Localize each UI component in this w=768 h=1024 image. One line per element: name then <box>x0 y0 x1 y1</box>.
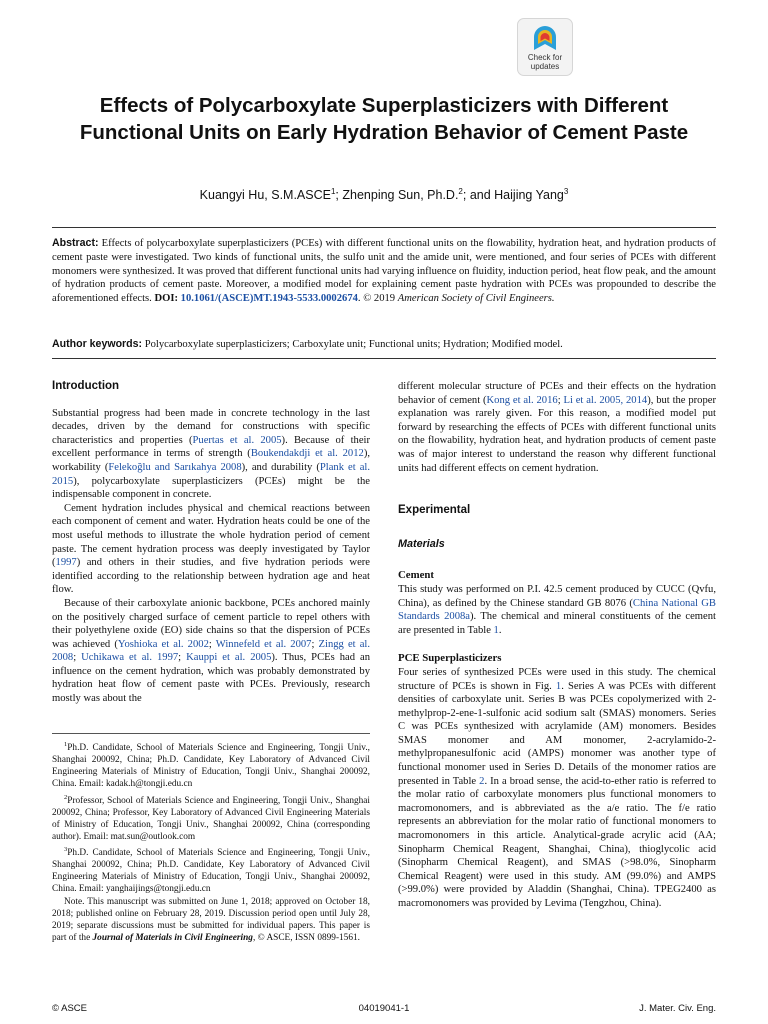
author-separator: ; <box>335 188 343 203</box>
badge-line-1: Check for <box>527 53 563 62</box>
footnote-rule <box>52 733 370 734</box>
footnote-2: $^2$Professor, School of Materials Science and Engineering, Tongji Univ., Shanghai 200092, China; Professor, Key Laboratory of Advanced Civil Engineering Materials of Ministry of Education, Tongji Univ., Shanghai 200092, China (corresponding author). Email: mat.sun@outlook.com <box>52 793 370 842</box>
footer-copyright: © ASCE <box>52 1003 87 1014</box>
abstract <box>52 237 716 306</box>
citation-link[interactable]: 1997 <box>55 557 77 569</box>
left-column <box>52 380 370 706</box>
author-keywords <box>52 337 716 352</box>
citation-link[interactable]: Zingg et al. 2008 <box>52 638 371 664</box>
abstract-copyright-year: . © 2019 <box>357 293 396 305</box>
author-3-affil: 3 <box>563 187 569 196</box>
keywords-bottom-rule <box>52 358 716 359</box>
crossmark-icon <box>532 24 558 54</box>
doi-label: DOI: <box>154 293 179 305</box>
footnote-1: $^1$Ph.D. Candidate, School of Materials Science and Engineering, Tongji Univ., Shanghai 200092, China; Ph.D. Candidate, Key Laboratory of Advanced Civil Engineering Materials of Ministry of Education, Tongji Univ., Shanghai 200092, China. Email: kadak.h@tongji.edu.cn <box>52 741 370 789</box>
intro-paragraph-2: Cement hydration includes physical and chemical reactions between each component of cement and water. Hydration heats could be one of the most useful methods to illustrate the whole hydration period of cement paste. The cement hydration process was deeply investigated by Taylor (1997) and others in their studies, and five hydration periods were identified according to the relationship between hydration age and heat flow. <box>52 502 370 596</box>
citation-link[interactable]: China National GB Standards 2008a <box>398 597 716 623</box>
section-heading-experimental: Experimental <box>398 504 471 517</box>
table-1-link[interactable]: 1 <box>493 624 499 636</box>
subsubsection-heading-pce: PCE Superplasticizers <box>398 652 502 665</box>
footnotes <box>52 739 370 946</box>
abstract-text: Effects of polycarboxylate superplasticizers (PCEs) with different functional units on the flowability, hydration heat, and hydration products of cement paste were investigated. Two kinds of functional units, the sulfo unit and the amide unit, were mentioned, and four series of PCEs with different monomers were synthesized. It was proved that different functional units had varying influence on fluidity, induction period, heat flow peak, and the amount of hydration products of cement paste. Moreover, a modified model for explaining cement paste hydration with PCEs was propounded to describe the aforementioned effects. <box>52 238 716 305</box>
keywords-label: Author keywords: <box>52 338 143 350</box>
citation-link[interactable]: Plank et al. 2015 <box>52 461 370 487</box>
journal-name: Journal of Materials in Civil Engineering <box>92 932 253 943</box>
citation-link[interactable]: Kauppi et al. 2005 <box>186 652 272 664</box>
intro-paragraph-1: Substantial progress had been made in concrete technology in the last decades, driven by the demand for constructions with specific characteristics and properties (Puertas et al. 2005). Because of their excellent performance in terms of strength (Boukendakdji et al. 2012), workability (Felekoğlu and Sarıkahya 2008), and durability (Plank et al. 2015), polycarboxylate superplasticizers (PCEs) might be the indispensable component in concrete. <box>52 407 371 501</box>
abstract-copyright: American Society of Civil Engineers. <box>397 293 555 305</box>
paper-title: Effects of Polycarboxylate Superplasticizers with Different Functional Units on Early Hydration Behavior of Cement Paste <box>79 94 689 144</box>
author-3: Haijing Yang <box>494 188 564 203</box>
submission-note: Note. This manuscript was submitted on June 1, 2018; approved on October 18, 2018; published online on February 28, 2019. Discussion period open until July 28, 2019; separate discussions must be submitted for individual papers. This paper is part of the Journal of Materials in Civil Engineering, © ASCE, ISSN 0899-1561. <box>52 897 370 943</box>
right-column <box>398 380 716 911</box>
citation-link[interactable]: Winnefeld et al. 2007 <box>215 638 312 650</box>
footer-journal: J. Mater. Civ. Eng. <box>639 1003 716 1014</box>
table-2-link[interactable]: 2 <box>479 775 485 787</box>
author-1: Kuangyi Hu, S.M.ASCE <box>199 188 331 203</box>
pce-paragraph: Four series of synthesized PCEs were used in this study. The chemical structure of PCEs is shown in Fig. 1. Series A was PCEs with different densities of carboxylate unit. Series B was PCEs copolymerized with 2-methylprop-2-ene-1-sulfonic acid sodium salt (SMAS) monomers. Series C was PCEs synthesized with acrylamide (AM) monomers. Besides SMAS monomer and AM monomer, 2-acrylamido-2-methylpropanesulfonic acid (AMPS) monomer was another type of functional monomer used in Series D. Details of the monomer ratios are presented in Table 2. In a broad sense, the acid-to-ether ratio is referred to the molar ratio of carboxylate monomers plus functional monomers to macromonomers, and is abbreviated as the a/e ratio. The f/e ratio represents an abbreviation for the molar ratio of functional monomers to macromonomers in this article. Analytical-grade acrylic acid (AA; Sinopharm Chemical Reagent, Shanghai, China), thioglycolic acid (Sinopharm Chemical Reagent), and SMAS (>98.0%, Sinopharm Chemical Reagent) were used in this study. AM (99.0%) and AMPS (>99.0%) were provided by Aladdin (Shanghai, China). TPEG2400 as macromonomers was provided by Levima (Tengzhou, China). <box>398 666 716 909</box>
badge-line-2: updates <box>530 61 560 71</box>
citation-link[interactable]: Yoshioka et al. 2002 <box>117 638 209 650</box>
footnote-3: $^3$Ph.D. Candidate, School of Materials Science and Engineering, Tongji Univ., Shanghai 200092, China; Ph.D. Candidate, Key Laboratory of Advanced Civil Engineering Materials of Ministry of Education, Tongji Univ., Shanghai 200092, China. Email: yanghaijings@tongji.edu.cn <box>52 846 370 895</box>
abstract-label: Abstract: <box>52 237 99 249</box>
citation-link[interactable]: Uchikawa et al. 1997 <box>81 652 179 664</box>
author-2: Zhenping Sun, Ph.D. <box>342 188 459 203</box>
subsection-heading-materials: Materials <box>398 537 445 550</box>
subsubsection-heading-cement: Cement <box>398 569 434 582</box>
section-heading-introduction: Introduction <box>52 380 120 392</box>
doi-link[interactable]: 10.1061/(ASCE)MT.1943-5533.0002674 <box>178 293 358 305</box>
author-1-affil: 1 <box>330 187 336 196</box>
author-separator: ; and <box>462 188 495 203</box>
citation-link[interactable]: Felekoğlu and Sarıkahya 2008 <box>108 461 242 473</box>
cement-paragraph: This study was performed on P.I. 42.5 cement produced by CUCC (Qvfu, China), as defined by the Chinese standard GB 8076 (China National GB Standards 2008a). The chemical and mineral constituents of the cement are presented in Table 1. <box>398 583 716 636</box>
abstract-top-rule <box>52 227 716 228</box>
citation-link[interactable]: Puertas et al. 2005 <box>192 434 282 446</box>
author-2-affil: 2 <box>458 187 463 196</box>
intro-paragraph-4: different molecular structure of PCEs and their effects on the hydration behavior of cement (Kong et al. 2016; Li et al. 2005, 2014), but the proper explanation was rarely given. For this reason, a modified model put forward by researching the effects of PCEs with different functional units on the flowability, hydration heat, and hydration products of cement paste was of major interest to understand the reason why different functional units had different effects on cement hydration. <box>398 381 716 474</box>
keywords-text: Polycarboxylate superplasticizers; Carboxylate unit; Functional units; Hydration; Modified model. <box>142 339 563 350</box>
citation-link[interactable]: Kong et al. 2016 <box>486 394 558 406</box>
check-for-updates-badge[interactable] <box>517 18 573 76</box>
citation-link[interactable]: Boukendakdji et al. 2012 <box>250 448 364 460</box>
figure-1-link[interactable]: 1 <box>555 680 562 692</box>
intro-paragraph-3: Because of their carboxylate anionic backbone, PCEs anchored mainly on the positively charged surface of cement particle to repel others with their polyethylene oxide (EO) side chains so that the dispersion of PCEs was achieved (Yoshioka et al. 2002; Winnefeld et al. 2007; Zingg et al. 2008; Uchikawa et al. 1997; Kauppi et al. 2005). Thus, PCEs had an influence on the cement hydration, which was probably demonstrated by hydration heat flow of cement paste with PCEs. Previously, research mostly was about the <box>52 597 371 705</box>
author-list <box>60 187 708 202</box>
footer-article-number: 04019041-1 <box>358 1003 410 1014</box>
citation-link[interactable]: Li et al. 2005, 2014 <box>563 394 648 406</box>
